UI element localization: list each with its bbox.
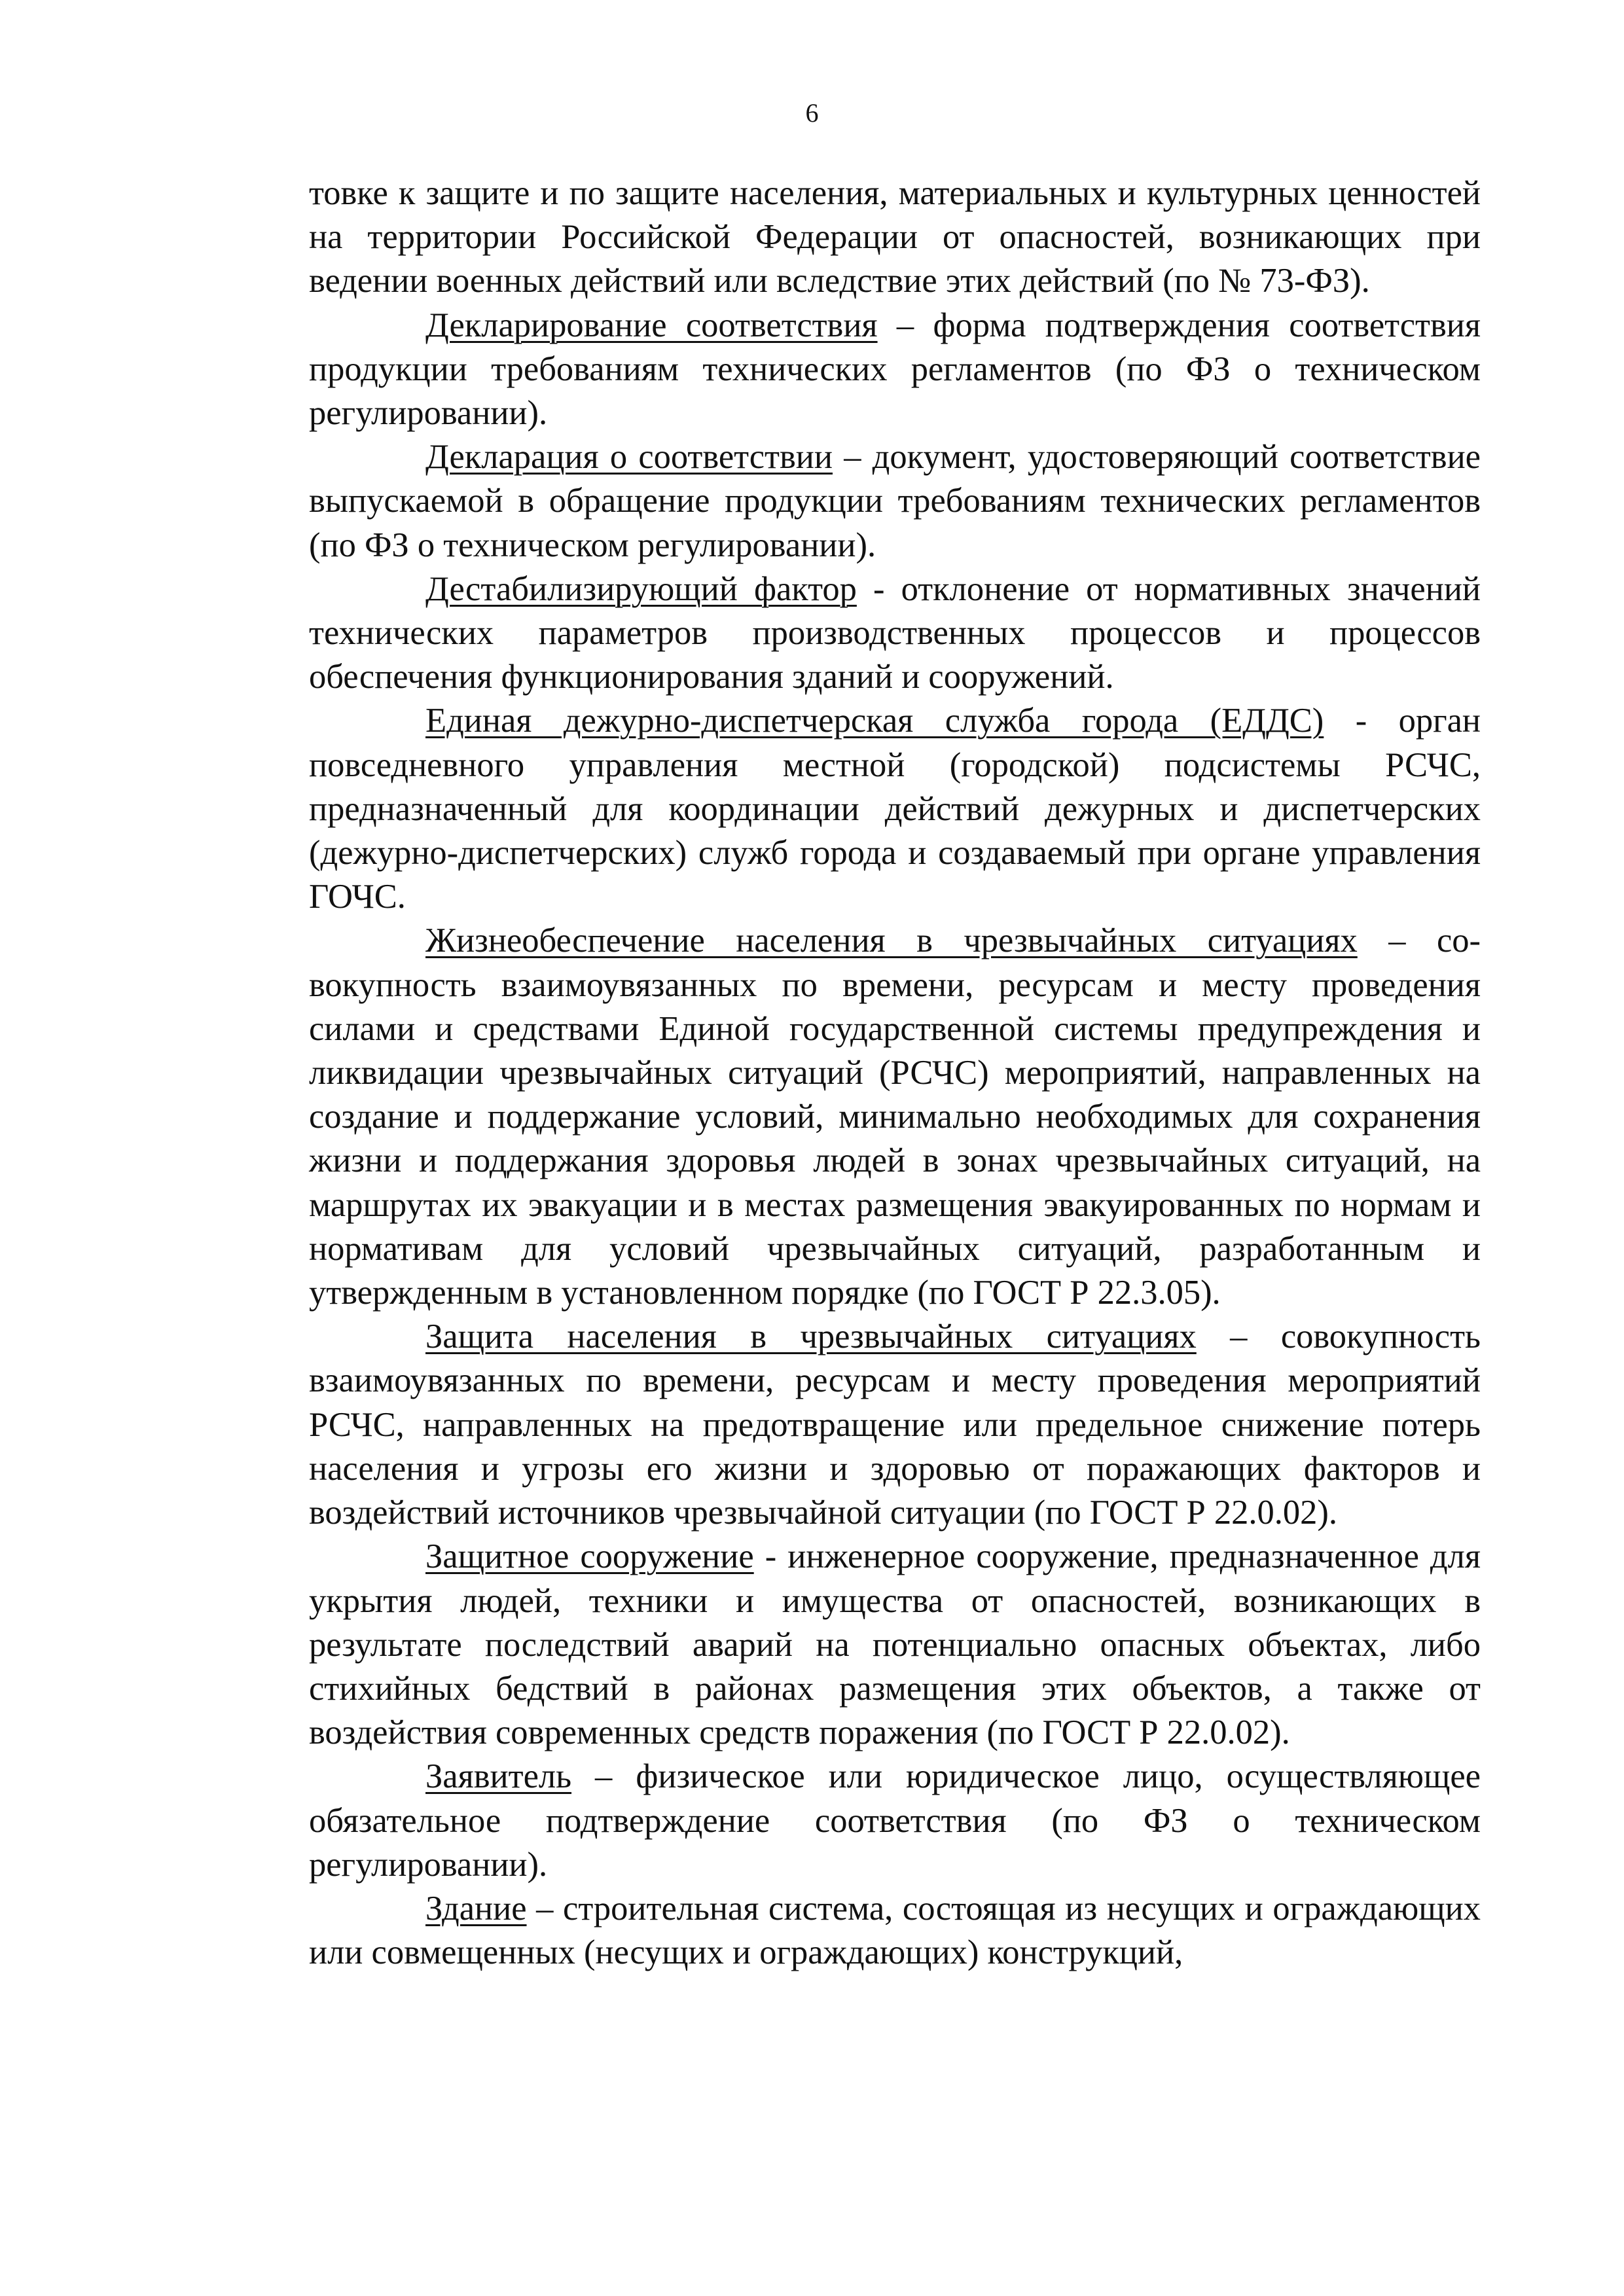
term-heading: Здание	[425, 1889, 527, 1928]
definition-text: – физическое или юридическое лицо, осуществляющее обязательное подтверждение соответствия (по ФЗ о техническом регулировании).	[309, 1757, 1481, 1884]
definition-text: - отклонение от нормативных значений технических параметров производственных процессов и процессов обеспечения функционирования зданий и сооружений.	[309, 569, 1481, 696]
document-body	[309, 171, 1481, 1975]
definition-text: – совокупность взаимоувязанных по времени, ресурсам и месту проведения силами и средствами Единой государственной системы предупреждения и ликвидации чрезвычайных ситуаций (РСЧС) мероприятий, направленных на создание и поддержание условий, минимально необходимых для сохранения жизни и поддержания здоровья людей в зонах чрезвычайных ситуаций, на маршрутах их эвакуации и в местах размещения эвакуированных по нормам и нормативам для условий чрезвычайных ситуаций, разработанным и утвержденным в установленном порядке (по ГОСТ Р 22.3.05).	[309, 922, 1481, 1312]
definition-text: – строительная система, состоящая из несущих и ограждающих или совмещенных (несущих и ограждающих) конструкций,	[309, 1889, 1481, 1972]
term-heading: Единая дежурно-диспетчерская служба города (ЕДДС)	[425, 702, 1324, 740]
definition-text: – документ, удостоверяющий соответствие выпускаемой в обращение продукции требованиям технических регламентов (по ФЗ о техническом регулировании).	[309, 438, 1481, 564]
page-number: 6	[805, 98, 819, 128]
definition-applicant	[309, 1755, 1481, 1887]
paragraph-continuation	[309, 171, 1481, 304]
term-heading: Декларация о соответствии	[425, 438, 833, 476]
term-heading: Заявитель	[425, 1757, 572, 1796]
definition-text: – форма подтверждения соответствия продукции требованиям технических регламентов (по ФЗ о техническом регулировании).	[309, 306, 1481, 433]
term-heading: Защитное сооружение	[425, 1537, 754, 1576]
definition-population-protection	[309, 1315, 1481, 1535]
definition-text: – совокупность взаимоувязанных по времени, ресурсам и месту проведения мероприятий РСЧС, направленных на предотвращение или предельное снижение потерь населения и угрозы его жизни и здоровью от поражающих факторов и воздействий источников чрезвычайной ситуации (по ГОСТ Р 22.0.02).	[309, 1318, 1481, 1532]
paragraph-text: товке к защите и по защите населения, материальных и культурных ценностей на территории Российской Федерации от опасностей, возникающих при ведении военных действий или вследствие этих действий (по № 73-ФЗ).	[309, 174, 1481, 300]
definition-building	[309, 1887, 1481, 1975]
definition-protective-structure	[309, 1535, 1481, 1755]
term-heading: Жизнеобеспечение населения в чрезвычайных ситуациях	[425, 922, 1358, 960]
term-heading: Защита населения в чрезвычайных ситуациях	[425, 1318, 1197, 1356]
definition-destabilizing-factor	[309, 567, 1481, 700]
definition-declaring-conformity	[309, 304, 1481, 436]
definition-text: - инженерное сооружение, предназначенное для укрытия людей, техники и имущества от опасностей, возникающих в результате последствий аварий на потенциально опасных объектах, либо стихийных бедствий в районах размещения этих объектов, а также от воздействия современных средств поражения (по ГОСТ Р 22.0.02).	[309, 1537, 1481, 1752]
definition-life-support	[309, 919, 1481, 1315]
term-heading: Дестабилизирующий фактор	[425, 569, 857, 608]
definition-declaration-of-conformity	[309, 435, 1481, 567]
definition-text: - орган повседневного управления местной (городской) подсистемы РСЧС, предназначенный для координации действий дежурных и диспетчерских (дежурно-диспетчерских) служб города и создаваемый при органе управления ГОЧС.	[309, 702, 1481, 916]
definition-edds	[309, 699, 1481, 919]
term-heading: Декларирование соответствия	[425, 306, 878, 344]
